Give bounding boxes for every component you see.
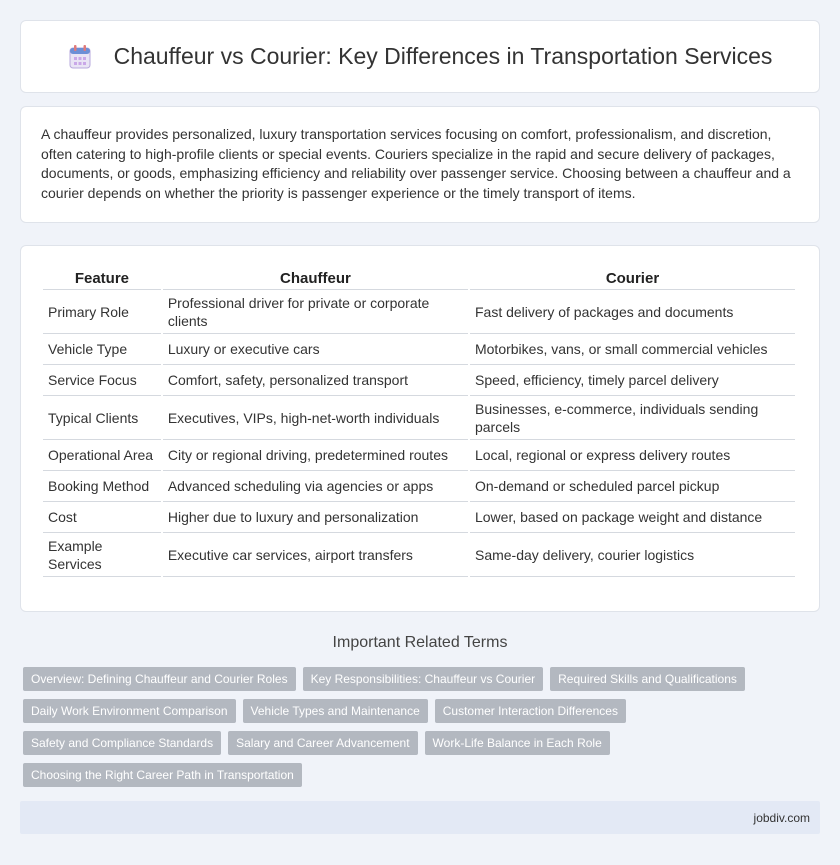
table-cell: Operational Area [43,440,161,471]
related-tag[interactable]: Required Skills and Qualifications [550,667,745,691]
table-cell: Motorbikes, vans, or small commercial vehicles [470,334,795,365]
table-row [43,396,795,440]
table-cell: Comfort, safety, personalized transport [163,365,468,396]
related-tag[interactable]: Work-Life Balance in Each Role [425,731,610,755]
related-tag[interactable]: Salary and Career Advancement [228,731,417,755]
table-row [43,502,795,533]
header-courier: Courier [470,268,795,290]
related-terms-list [23,667,823,795]
table-cell: Lower, based on package weight and distance [470,502,795,533]
table-cell: Booking Method [43,471,161,502]
footer [20,801,820,834]
table-row [43,471,795,502]
table-cell: On-demand or scheduled parcel pickup [470,471,795,502]
header-card [20,20,820,93]
table-cell: Cost [43,502,161,533]
related-tag[interactable]: Overview: Defining Chauffeur and Courier Roles [23,667,296,691]
table-cell: Luxury or executive cars [163,334,468,365]
table-cell: Fast delivery of packages and documents [470,290,795,334]
table-row [43,290,795,334]
table-cell: Primary Role [43,290,161,334]
table-cell: City or regional driving, predetermined routes [163,440,468,471]
table-cell: Typical Clients [43,396,161,440]
table-header-row [43,268,795,290]
related-tag[interactable]: Customer Interaction Differences [435,699,626,723]
table-cell: Businesses, e-commerce, individuals sending parcels [470,396,795,440]
intro-text: A chauffeur provides personalized, luxury transportation services focusing on comfort, professionalism, and discretion, often catering to high-profile clients or special events. Couriers specialize in the rapid and secure delivery of packages, documents, or goods, emphasizing efficiency and reliability over passenger service. Choosing between a chauffeur and a courier depends on whether the priority is passenger experience or the timely transport of items. [41,126,791,201]
table-row [43,334,795,365]
related-tag[interactable]: Vehicle Types and Maintenance [243,699,428,723]
table-cell: Executives, VIPs, high-net-worth individuals [163,396,468,440]
table-cell: Local, regional or express delivery routes [470,440,795,471]
table-cell: Example Services [43,533,161,577]
footer-site-link[interactable]: jobdiv.com [753,811,810,825]
calendar-icon [68,44,92,70]
table-row [43,440,795,471]
intro-card [20,106,820,223]
header-feature: Feature [43,268,161,290]
table-cell: Vehicle Type [43,334,161,365]
table-cell: Service Focus [43,365,161,396]
related-tag[interactable]: Daily Work Environment Comparison [23,699,236,723]
table-cell: Executive car services, airport transfers [163,533,468,577]
related-tag[interactable]: Choosing the Right Career Path in Transportation [23,763,302,787]
related-terms-title: Important Related Terms [332,634,508,651]
table-cell: Professional driver for private or corporate clients [163,290,468,334]
table-cell: Speed, efficiency, timely parcel delivery [470,365,795,396]
header-chauffeur: Chauffeur [163,268,468,290]
related-tag[interactable]: Safety and Compliance Standards [23,731,221,755]
table-row [43,365,795,396]
comparison-table [41,268,797,577]
page-title: Chauffeur vs Courier: Key Differences in Transportation Services [113,43,773,69]
table-row [43,533,795,577]
table-cell: Same-day delivery, courier logistics [470,533,795,577]
comparison-card [20,245,820,612]
table-cell: Higher due to luxury and personalization [163,502,468,533]
table-cell: Advanced scheduling via agencies or apps [163,471,468,502]
related-tag[interactable]: Key Responsibilities: Chauffeur vs Courier [303,667,544,691]
